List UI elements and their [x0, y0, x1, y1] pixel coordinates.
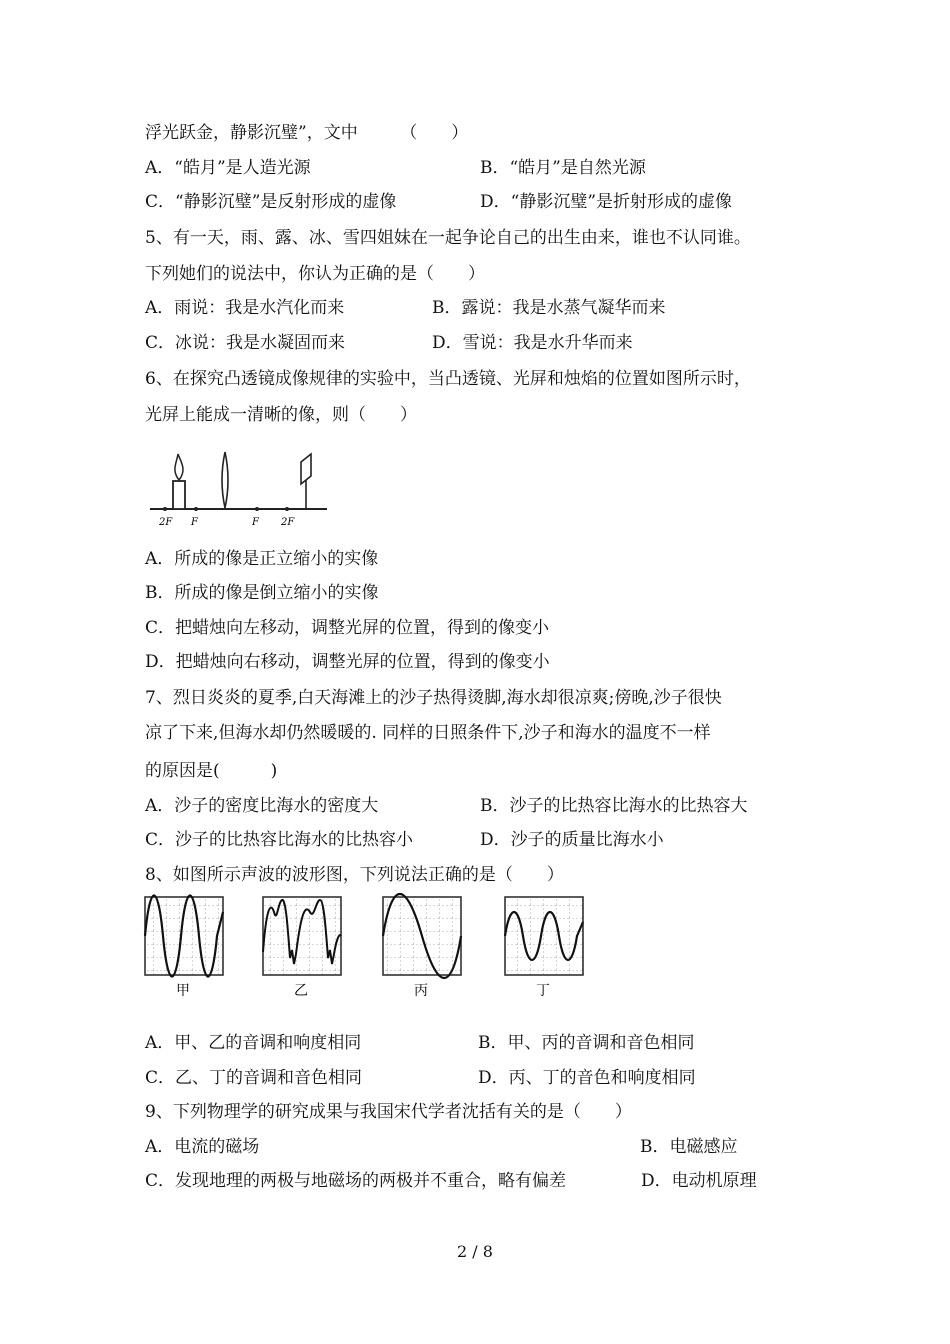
label-2f-left: 2F [159, 517, 173, 528]
label-f-left: F [191, 517, 198, 528]
q9-option-b: B．电磁感应 [640, 1137, 738, 1157]
wave-label-ding: 丁 [536, 983, 550, 999]
wave-jia [145, 896, 223, 1000]
q7-stem-line1: 7、烈日炎炎的夏季,白天海滩上的沙子热得烫脚,海水却很凉爽;傍晚,沙子很快 [145, 688, 722, 708]
q5-stem-line1: 5、有一天，雨、露、冰、雪四姐妹在一起争论自己的出生由来，谁也不认同谁。 [145, 228, 751, 248]
q4-option-c: C．“静影沉璧”是反射形成的虚像 [145, 192, 397, 212]
q7-option-d: D．沙子的质量比海水小 [480, 830, 664, 850]
mark-f-left [194, 507, 198, 511]
q8-option-d: D．丙、丁的音色和响度相同 [478, 1068, 696, 1088]
page-number: 2 / 8 [457, 1242, 493, 1261]
candle-icon [173, 454, 185, 509]
q5-stem-line2: 下列她们的说法中，你认为正确的是（ ） [145, 264, 485, 284]
q7-stem-line2: 凉了下来,但海水却仍然暖暖的. 同样的日照条件下,沙子和海水的温度不一样 [145, 723, 711, 743]
label-f-right: F [252, 517, 259, 528]
q6-option-d: D．把蜡烛向右移动，调整光屏的位置，得到的像变小 [145, 652, 550, 672]
mark-f-right [255, 507, 259, 511]
q7-option-b: B．沙子的比热容比海水的比热容大 [480, 796, 748, 816]
wave-label-jia: 甲 [176, 983, 190, 999]
q5-option-d: D．雪说：我是水升华而来 [432, 333, 633, 353]
wave-label-bing: 丙 [414, 983, 428, 999]
q7-option-a: A．沙子的密度比海水的密度大 [145, 796, 379, 816]
wave-label-yi: 乙 [294, 983, 308, 999]
q6-stem-line2: 光屏上能成一清晰的像，则（ ） [145, 405, 417, 425]
mark-2f-right [285, 507, 289, 511]
wave-bing [383, 894, 461, 999]
q4-option-b: B．“皓月”是自然光源 [480, 158, 646, 178]
q7-stem-line3: 的原因是( ) [145, 761, 278, 781]
wave-yi [263, 897, 341, 999]
wave-ding [505, 897, 583, 999]
q5-option-a: A．雨说：我是水汽化而来 [145, 298, 345, 318]
q5-option-b: B．露说：我是水蒸气凝华而来 [432, 298, 666, 318]
q4-stem-tail: 浮光跃金，静影沉璧”，文中 （ ） [145, 123, 469, 143]
label-2f-right: 2F [281, 517, 295, 528]
q9-option-a: A．电流的磁场 [145, 1137, 260, 1157]
mark-2f-left [163, 507, 167, 511]
q9-stem: 9、下列物理学的研究成果与我国宋代学者沈括有关的是（ ） [145, 1102, 632, 1122]
q5-option-c: C．冰说：我是水凝固而来 [145, 333, 346, 353]
lens-experiment-figure [145, 440, 335, 530]
q9-option-c: C．发现地理的两极与地磁场的两极并不重合，略有偏差 [145, 1171, 567, 1191]
q6-stem-line1: 6、在探究凸透镜成像规律的实验中，当凸透镜、光屏和烛焰的位置如图所示时， [145, 369, 751, 389]
convex-lens-icon [222, 452, 228, 508]
q8-option-a: A．甲、乙的音调和响度相同 [145, 1033, 362, 1053]
q8-stem: 8、如图所示声波的波形图，下列说法正确的是（ ） [145, 865, 564, 885]
q6-option-b: B．所成的像是倒立缩小的实像 [145, 583, 379, 603]
q8-option-b: B．甲、丙的音调和音色相同 [478, 1033, 695, 1053]
light-screen-icon [301, 454, 311, 509]
q7-option-c: C．沙子的比热容比海水的比热容小 [145, 830, 414, 850]
q6-option-a: A．所成的像是正立缩小的实像 [145, 549, 379, 569]
q4-option-d: D．“静影沉璧”是折射形成的虚像 [480, 192, 733, 212]
q9-option-d: D．电动机原理 [641, 1171, 757, 1191]
q8-option-c: C．乙、丁的音调和音色相同 [145, 1068, 363, 1088]
q4-option-a: A．“皓月”是人造光源 [145, 158, 311, 178]
sound-wave-figure [140, 892, 590, 1002]
q6-option-c: C．把蜡烛向左移动，调整光屏的位置，得到的像变小 [145, 618, 550, 638]
